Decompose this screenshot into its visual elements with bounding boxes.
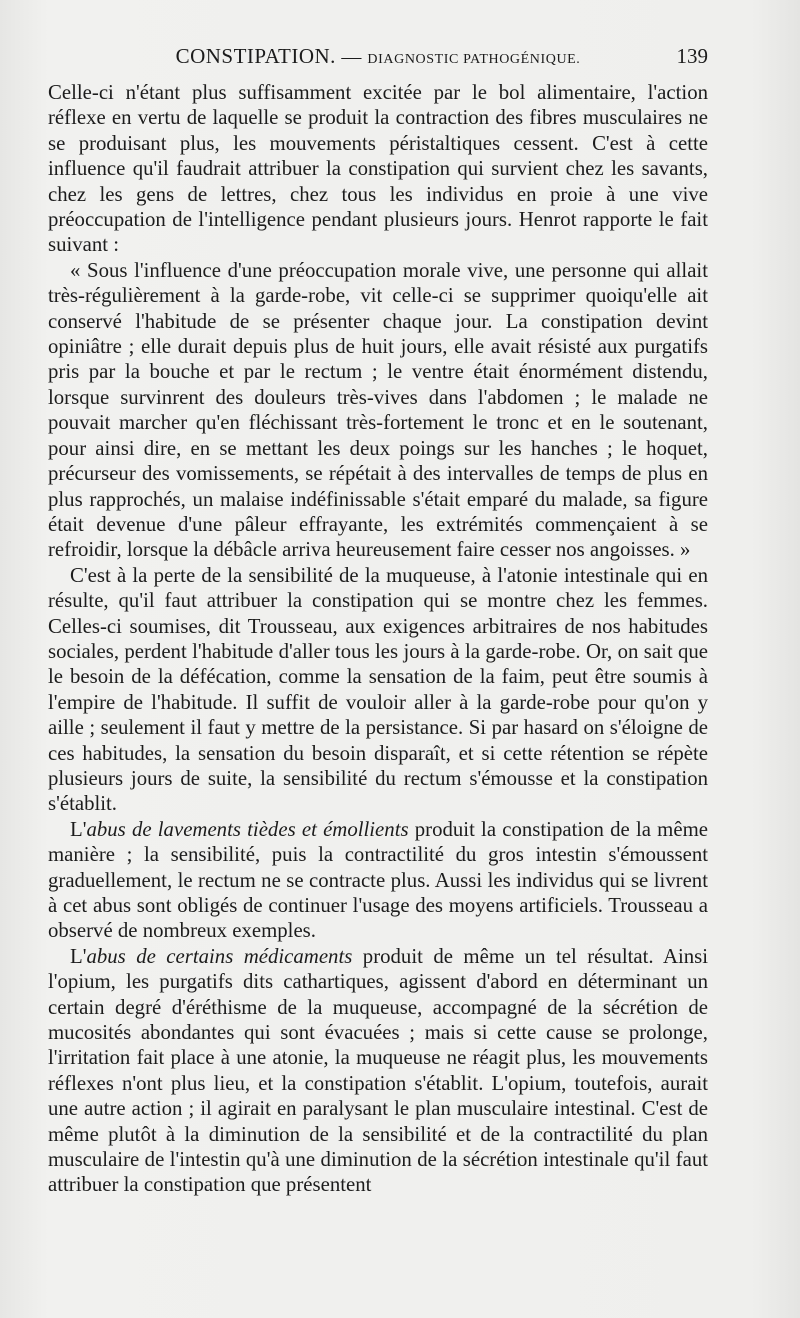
running-head-separator: — xyxy=(341,46,362,68)
text-run: produit la constipation de la même manière ; la sensibilité, puis la contractilité du gros intestin s'émoussent graduellement, le rectum ne se contracte plus. Aussi les individus qui se livrent à cet abus sont obligés de continuer l'usage des moyens artificiels. Trousseau a observé de nombreux exemples. xyxy=(48,817,708,943)
running-head-subtitle: DIAGNOSTIC PATHOGÉNIQUE. xyxy=(367,52,581,67)
paragraph xyxy=(48,258,708,563)
text-run: L' xyxy=(70,944,87,968)
italic-phrase: abus de lavements tièdes et émollients xyxy=(86,817,409,841)
paragraph xyxy=(48,80,708,258)
body-text xyxy=(48,80,708,1198)
italic-phrase: abus de certains médicaments xyxy=(86,944,353,968)
text-run: C'est à la perte de la sensibilité de la muqueuse, à l'atonie intestinale qui en résulte, qu'il faut attribuer la constipation qui se montre chez les femmes. Celles-ci soumises, dit Trousseau, aux exigences arbitraires de nos habitudes sociales, perdent l'habitude d'aller tous les jours à la garde-robe. Or, on sait que le besoin de la défécation, comme la sensation de la faim, peut être soumis à l'empire de l'habitude. Il suffit de vouloir aller à la garde-robe pour qu'on y aille ; seulement il faut y mettre de la persistance. Si par hasard on s'éloigne de ces habitudes, la sensation du besoin disparaît, et si cette rétention se répète plusieurs jours de suite, la sensibilité du rectum s'émousse et la constipation s'établit. xyxy=(48,563,708,816)
paragraph xyxy=(48,817,708,944)
text-run: produit de même un tel résultat. Ainsi l'opium, les purgatifs dits cathartiques, agissent d'abord en déterminant un certain degré d'éréthisme de la muqueuse, accompagné de la sécrétion de mucosités abondantes qui sont évacuées ; mais si cette cause se prolonge, l'irritation fait place à une atonie, la muqueuse ne réagit plus, les mouvements réflexes n'ont plus lieu, et la constipation s'établit. L'opium, toutefois, aurait une autre action ; il agirait en paralysant le plan musculaire intestinal. C'est de même plutôt à la diminution de la sensibilité et de la contractilité du plan musculaire de l'intestin qu'à une diminution de la sécrétion intestinale qu'il faut attribuer la constipation que présentent xyxy=(48,944,709,1197)
page-header xyxy=(48,44,708,74)
text-run: « Sous l'influence d'une préoccupation morale vive, une personne qui allait très-régulièrement à la garde-robe, vit celle-ci se supprimer quoiqu'elle ait conservé l'habitude de se présenter chaque jour. La constipation devint opiniâtre ; elle durait depuis plus de huit jours, elle avait résisté aux purgatifs pris par la bouche et par le rectum ; le ventre était énormément distendu, lorsque survinrent des douleurs très-vives dans l'abdomen ; le malade ne pouvait marcher qu'en fléchissant très-fortement le tronc et en le soutenant, pour ainsi dire, en se mettant les deux poings sur les hanches ; le hoquet, précurseur des vomissements, se répétait à des intervalles de temps de plus en plus rapprochés, un malaise indéfinissable s'était emparé du malade, sa figure était devenue d'une pâleur effrayante, les extrémités commençaient à se refroidir, lorsque la débâcle arriva heureusement faire cesser nos angoisses. » xyxy=(48,258,708,562)
running-head-title: CONSTIPATION. xyxy=(175,44,336,68)
text-run: Celle-ci n'étant plus suffisamment excitée par le bol alimentaire, l'action réflexe en vertu de laquelle se produit la contraction des fibres musculaires ne se produisant plus, les mouvements péristaltiques cessent. C'est à cette influence qu'il faudrait attribuer la constipation qui survient chez les savants, chez les gens de lettres, chez tous les individus en proie à une vive préoccupation de l'intelligence pendant plusieurs jours. Henrot rapporte le fait suivant : xyxy=(48,81,708,257)
running-head xyxy=(48,44,708,69)
paragraph xyxy=(48,944,708,1198)
paragraph xyxy=(48,563,708,817)
page-number: 139 xyxy=(676,44,708,68)
text-run: L' xyxy=(70,817,87,841)
